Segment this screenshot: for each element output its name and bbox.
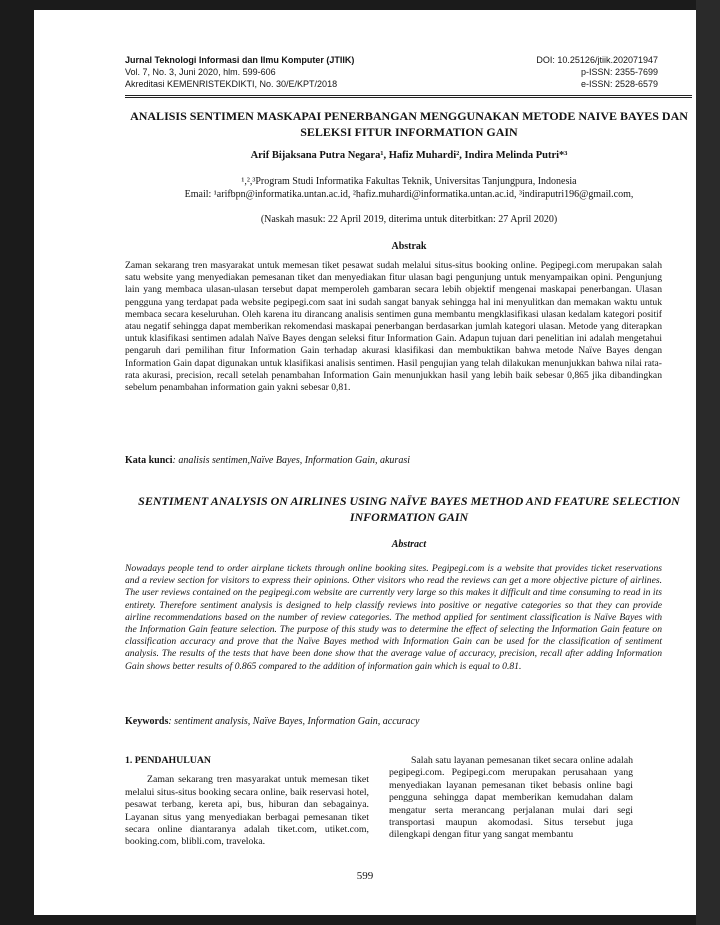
received-dates: (Naskah masuk: 22 April 2019, diterima untuk diterbitkan: 27 April 2020) <box>260 214 558 225</box>
column-right-text: Salah satu layanan pemesanan tiket secara online adalah pegipegi.com. Pegipegi.com merupakan perusahaan yang menyediakan layanan pemesanan tiket bebasis online bagi pengguna sehingga dapat memberikan kemudahan dalam mengatur serta merancang perjalanan mulai dari segi transportasi maupun akomodasi. Situs tersebut juga dilengkapi dengan fitur yang sangat membantu <box>389 755 633 841</box>
e-issn: e-ISSN: 2528-6579 <box>580 79 658 90</box>
page-number: 599 <box>356 870 374 882</box>
journal-header-left <box>125 54 354 91</box>
keywords <box>125 716 662 727</box>
paper-title: ANALISIS SENTIMEN MASKAPAI PENERBANGAN MENGGUNAKAN METODE NAIVE BAYES DAN SELEKSI FITUR INFORMATION GAIN <box>130 109 688 139</box>
kata-kunci-label: Kata kunci <box>125 455 173 466</box>
p-issn: p-ISSN: 2355-7699 <box>580 67 658 78</box>
journal-header-right <box>536 54 658 91</box>
emails: Email: ¹arifbpn@informatika.untan.ac.id, ²hafiz.muhardi@informatika.untan.ac.id, ³indiraputri196@gmail.com, <box>184 189 634 200</box>
column-left-text: Zaman sekarang tren masyarakat untuk memesan tiket melalui situs-situs booking secara online, baik reservasi hotel, pesawat terbang, kereta api, bus, hiburan dan sebagainya. Layanan situs yang menyediakan berbagai pemesanan tiket secara online diantaranya adalah tiket.com, utiket.com, booking.com, blibli.com, traveloka. <box>125 774 369 848</box>
header-rule-top <box>125 95 692 96</box>
doi: DOI: 10.25126/jtiik.202071947 <box>536 55 658 65</box>
header-rule-bottom <box>125 97 692 98</box>
section-heading: 1. PENDAHULUAN <box>125 755 211 766</box>
english-title: SENTIMENT ANALYSIS ON AIRLINES USING NAÏVE BAYES METHOD AND FEATURE SELECTION INFORMATION GAIN <box>138 494 680 524</box>
journal-volume: Vol. 7, No. 3, Juni 2020, hlm. 599-606 <box>125 67 276 78</box>
column-right <box>389 755 633 842</box>
abstract-text: Nowadays people tend to order airplane tickets through online booking sites. Pegipegi.com is a website that provides ticket reservations and a review section for visitors to express their opinions. Other visitors who read the reviews can get a more objective picture of airlines. The user reviews contained on the pegipegi.com website are currently very large so this makes it difficult and time consuming to read in its entirety. Therefore sentiment analysis is designed to help classify reviews into positive or negative categories so that they can provide airline recommendations based on the number of review categories. The method applied for sentiment classification is Naïve Bayes with the Information Gain feature selection. The purpose of this study was to determine the effect of selecting the Information Gain feature on classification accuracy and prove that the Naïve Bayes method with Information Gain can be used for the classification of sentiment analysis. The results of the tests that have been done show that the average value of accuracy, precision, recall after adding Information Gain shows better results of 0.865 compared to the addition of information gain which is equal to 0.81. <box>125 563 662 672</box>
column-left <box>125 755 369 849</box>
abstrak-heading: Abstrak <box>391 241 427 252</box>
kata-kunci-text: : analisis sentimen,Naïve Bayes, Information Gain, akurasi <box>172 455 410 466</box>
affiliation: ¹,²,³Program Studi Informatika Fakultas Teknik, Universitas Tanjungpura, Indonesia <box>241 176 577 187</box>
page-edge-shadow <box>696 0 720 925</box>
affiliation-block <box>104 175 696 201</box>
abstrak-text: Zaman sekarang tren masyarakat untuk memesan tiket pesawat sudah melalui situs-situs booking online. Pegipegi.com merupakan salah satu website yang menyediakan pemesanan tiket dan menyediakan fitur ulasan bagi pengunjung untuk menyampaikan opini. Pengunjung lain yang membaca ulasan-ulasan tersebut dapat memperoleh gambaran secara lebih objektif mengenai maskapai penerbangan. Ulasan pengguna yang terdapat pada website pegipegi.com saat ini sudah sangat banyak sehingga hal ini menyulitkan dan memakan waktu untuk membaca secara keseluruhan. Oleh karena itu dirancang analisis sentimen guna membantu mengklasifikasi ulasan kedalam kategori positif atau negatif sehingga dapat memberikan rekomendasi maskapai penerbangan berdasarkan jumlah kategori ulasan. Metode yang diterapkan untuk klasifikasi sentimen adalah Naïve Bayes dengan seleksi fitur Information Gain. Adapun tujuan dari penelitian ini adalah mengetahui pengaruh dari pemilihan fitur Information Gain terhadap akurasi klasifikasi dan membuktikan bahwa metode Naïve Bayes dengan Information Gain dapat digunakan untuk klasifikasi analisis sentimen. Hasil pengujian yang telah dilakukan menunjukkan bahwa nilai rata-rata akurasi, precision, recall setelah penambahan Information Gain menunjukkan hasil yang lebih baik sebesar 0,865 jika dibandingkan sebelum penambahan information gain yakni sebesar 0,81. <box>125 260 662 394</box>
keywords-text: : sentiment analysis, Naïve Bayes, Information Gain, accuracy <box>168 716 420 727</box>
paper-page <box>34 10 696 915</box>
authors: Arif Bijaksana Putra Negara¹, Hafiz Muhardi², Indira Melinda Putri*³ <box>250 150 568 161</box>
kata-kunci <box>125 455 662 466</box>
journal-name: Jurnal Teknologi Informasi dan Ilmu Komputer (JTIIK) <box>125 55 355 65</box>
abstract-heading: Abstract <box>391 539 427 550</box>
journal-accreditation: Akreditasi KEMENRISTEKDIKTI, No. 30/E/KPT/2018 <box>125 79 338 90</box>
keywords-label: Keywords <box>125 716 169 727</box>
